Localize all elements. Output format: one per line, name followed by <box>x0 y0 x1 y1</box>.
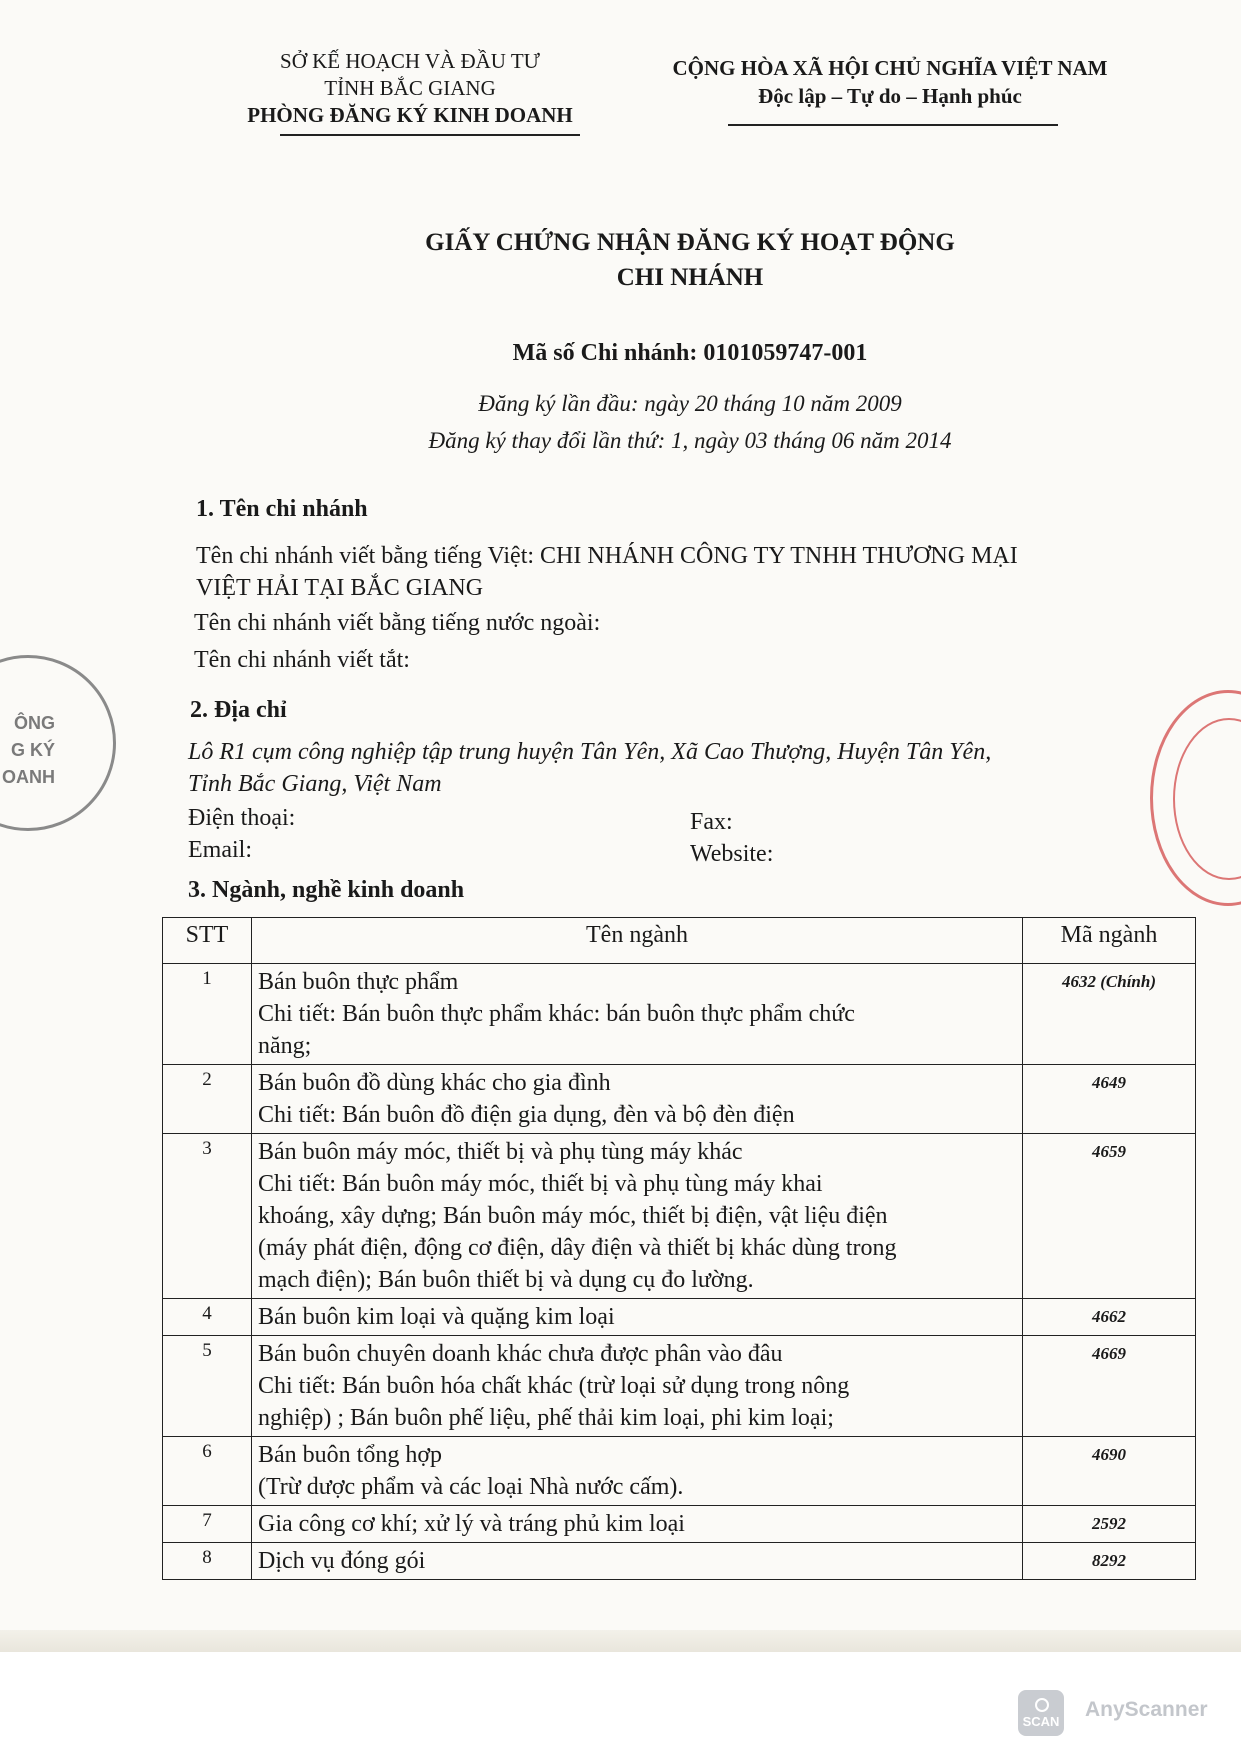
row-name-line: Chi tiết: Bán buôn máy móc, thiết bị và phụ tùng máy khai <box>258 1171 823 1197</box>
row-stt: 7 <box>163 1506 252 1543</box>
table-header-row <box>163 918 1196 964</box>
row-name-line: Chi tiết: Bán buôn thực phẩm khác: bán buôn thực phẩm chức <box>258 1001 855 1027</box>
issuer-underline <box>280 134 580 136</box>
row-stt: 5 <box>163 1336 252 1437</box>
row-code: 8292 <box>1023 1543 1196 1580</box>
address-line-2: Tỉnh Bắc Giang, Việt Nam <box>188 771 442 797</box>
table-row <box>163 1543 1196 1580</box>
row-stt: 3 <box>163 1134 252 1299</box>
row-name-line: (Trừ dược phẩm và các loại Nhà nước cấm). <box>258 1474 684 1500</box>
issuer-header <box>200 48 620 129</box>
row-name-line: Gia công cơ khí; xử lý và tráng phủ kim loại <box>258 1511 685 1537</box>
row-name-line: mạch điện); Bán buôn thiết bị và dụng cụ đo lường. <box>258 1267 754 1293</box>
first-registration: Đăng ký lần đầu: ngày 20 tháng 10 năm 2009 <box>478 391 902 416</box>
website-label: Website: <box>690 841 774 867</box>
motto-underline <box>728 124 1058 126</box>
col-code: Mã ngành <box>1023 918 1196 964</box>
table-row <box>163 1336 1196 1437</box>
business-lines-table <box>162 917 1196 1580</box>
row-name-line: năng; <box>258 1033 312 1059</box>
row-name <box>252 1336 1023 1437</box>
row-stt: 6 <box>163 1437 252 1506</box>
national-header <box>640 54 1140 110</box>
row-code: 4662 <box>1023 1299 1196 1336</box>
col-name: Tên ngành <box>252 918 1023 964</box>
issuer-line-2: TỈNH BẮC GIANG <box>324 76 496 100</box>
issuer-line-1: SỞ KẾ HOẠCH VÀ ĐẦU TƯ <box>280 49 540 73</box>
row-name-line: Bán buôn chuyên doanh khác chưa được phân vào đâu <box>258 1341 783 1367</box>
row-stt: 4 <box>163 1299 252 1336</box>
row-stt: 2 <box>163 1065 252 1134</box>
title-line-2: CHI NHÁNH <box>616 264 764 291</box>
scanner-logo-icon: SCAN <box>1018 1690 1064 1736</box>
row-name-line: Bán buôn thực phẩm <box>258 969 459 995</box>
national-motto: Độc lập – Tự do – Hạnh phúc <box>758 84 1022 108</box>
scanner-name: AnyScanner <box>1085 1698 1208 1721</box>
row-name <box>252 1134 1023 1299</box>
row-name-line: Bán buôn đồ dùng khác cho gia đình <box>258 1070 611 1096</box>
row-name-line: Chi tiết: Bán buôn hóa chất khác (trừ loại sử dụng trong nông <box>258 1373 850 1399</box>
table-row <box>163 1065 1196 1134</box>
address-line-1: Lô R1 cụm công nghiệp tập trung huyện Tân Yên, Xã Cao Thượng, Huyện Tân Yên, <box>188 739 992 765</box>
row-name-line: (máy phát điện, động cơ điện, dây điện và thiết bị khác dùng trong <box>258 1235 897 1261</box>
row-code: 4632 (Chính) <box>1023 964 1196 1065</box>
fax-label: Fax: <box>690 809 733 835</box>
row-name <box>252 964 1023 1065</box>
row-name <box>252 1543 1023 1580</box>
row-stt: 8 <box>163 1543 252 1580</box>
row-code: 2592 <box>1023 1506 1196 1543</box>
row-code: 4690 <box>1023 1437 1196 1506</box>
change-registration: Đăng ký thay đổi lần thứ: 1, ngày 03 tháng 06 năm 2014 <box>428 428 952 453</box>
national-name: CỘNG HÒA XÃ HỘI CHỦ NGHĨA VIỆT NAM <box>672 56 1108 80</box>
branch-name-vn <box>196 540 1196 604</box>
row-stt: 1 <box>163 964 252 1065</box>
section-3-heading: 3. Ngành, nghề kinh doanh <box>188 877 465 903</box>
row-name <box>252 1065 1023 1134</box>
branch-code: Mã số Chi nhánh: 0101059747-001 <box>512 340 868 366</box>
issuer-line-3: PHÒNG ĐĂNG KÝ KINH DOANH <box>247 103 573 127</box>
table-row <box>163 964 1196 1065</box>
row-name <box>252 1299 1023 1336</box>
row-code: 4669 <box>1023 1336 1196 1437</box>
row-name-line: Bán buôn máy móc, thiết bị và phụ tùng máy khác <box>258 1139 743 1165</box>
stamp-left-text-3: OANH <box>2 767 55 787</box>
row-name-line: Bán buôn tổng hợp <box>258 1442 443 1468</box>
branch-name-vn-line-2: VIỆT HẢI TẠI BẮC GIANG <box>196 575 484 601</box>
branch-name-short: Tên chi nhánh viết tắt: <box>194 647 410 673</box>
address <box>188 736 1198 800</box>
row-name-line: khoáng, xây dựng; Bán buôn máy móc, thiết bị điện, vật liệu điện <box>258 1203 888 1229</box>
row-name-line: Dịch vụ đóng gói <box>258 1548 426 1574</box>
row-code: 4649 <box>1023 1065 1196 1134</box>
email-label: Email: <box>188 837 252 863</box>
document-title <box>340 225 1040 295</box>
row-name-line: nghiệp) ; Bán buôn phế liệu, phế thải kim loại, phi kim loại; <box>258 1405 834 1431</box>
scan-edge <box>0 1630 1241 1652</box>
table-row <box>163 1506 1196 1543</box>
row-name <box>252 1437 1023 1506</box>
table-row <box>163 1299 1196 1336</box>
registration-info <box>300 385 1080 459</box>
title-line-1: GIẤY CHỨNG NHẬN ĐĂNG KÝ HOẠT ĐỘNG <box>425 229 955 256</box>
table-row <box>163 1437 1196 1506</box>
section-2-heading: 2. Địa chỉ <box>190 697 287 723</box>
row-name-line: Chi tiết: Bán buôn đồ điện gia dụng, đèn và bộ đèn điện <box>258 1102 795 1128</box>
stamp-left-text-1: ÔNG <box>13 713 55 733</box>
stamp-left-text-2: G KÝ <box>10 740 55 760</box>
col-stt: STT <box>163 918 252 964</box>
section-1-heading: 1. Tên chi nhánh <box>196 496 368 522</box>
branch-name-foreign: Tên chi nhánh viết bằng tiếng nước ngoài: <box>194 610 601 636</box>
phone-label: Điện thoại: <box>188 805 296 831</box>
table-row <box>163 1134 1196 1299</box>
row-code: 4659 <box>1023 1134 1196 1299</box>
row-name-line: Bán buôn kim loại và quặng kim loại <box>258 1304 615 1330</box>
branch-name-vn-line-1: Tên chi nhánh viết bằng tiếng Việt: CHI NHÁNH CÔNG TY TNHH THƯƠNG MẠI <box>196 543 1018 569</box>
row-name <box>252 1506 1023 1543</box>
